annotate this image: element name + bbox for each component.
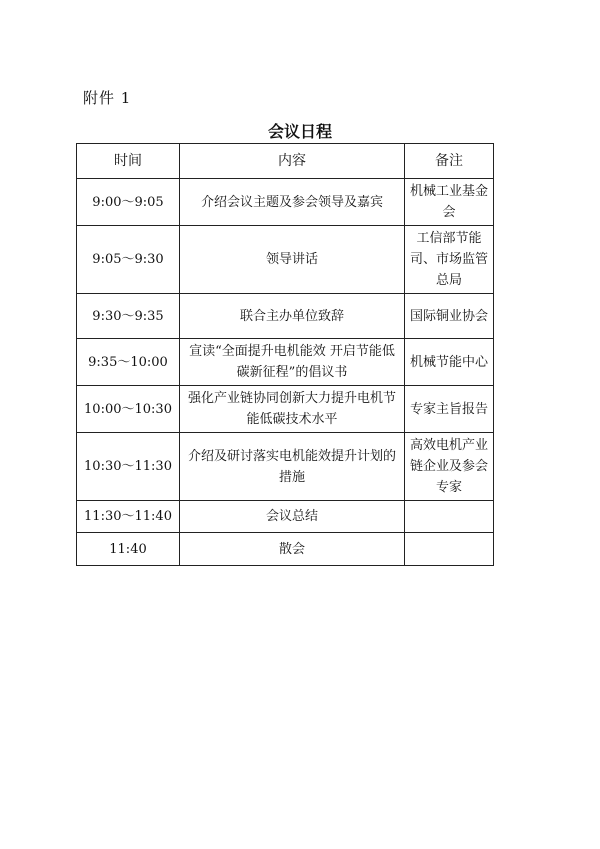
content-cell: 会议总结 (180, 501, 405, 533)
note-cell: 机械节能中心 (405, 339, 494, 386)
table-row (77, 339, 494, 386)
table-row (77, 501, 494, 533)
header-content: 内容 (180, 144, 405, 179)
time-cell: 9:35～10:00 (77, 339, 180, 386)
note-cell: 工信部节能司、市场监管总局 (405, 226, 494, 294)
time-cell: 10:30～11:30 (77, 433, 180, 501)
table-row (77, 386, 494, 433)
time-cell: 9:00～9:05 (77, 179, 180, 226)
content-cell: 领导讲话 (180, 226, 405, 294)
schedule-table (76, 143, 494, 566)
table-row (77, 226, 494, 294)
note-cell: 专家主旨报告 (405, 386, 494, 433)
content-cell: 强化产业链协同创新大力提升电机节能低碳技术水平 (180, 386, 405, 433)
header-time: 时间 (77, 144, 180, 179)
page-title: 会议日程 (267, 122, 332, 141)
content-cell: 介绍会议主题及参会领导及嘉宾 (180, 179, 405, 226)
table-row (77, 179, 494, 226)
content-cell: 散会 (180, 533, 405, 566)
content-cell: 宣读“全面提升电机能效 开启节能低碳新征程”的倡议书 (180, 339, 405, 386)
table-row (77, 533, 494, 566)
table-header-row (77, 144, 494, 179)
note-cell: 国际铜业协会 (405, 294, 494, 339)
attachment-label: 附件 1 (83, 89, 132, 107)
time-cell: 11:40 (77, 533, 180, 566)
note-cell: 机械工业基金会 (405, 179, 494, 226)
header-note: 备注 (405, 144, 494, 179)
content-cell: 介绍及研讨落实电机能效提升计划的措施 (180, 433, 405, 501)
table-row (77, 294, 494, 339)
time-cell: 9:05～9:30 (77, 226, 180, 294)
time-cell: 11:30～11:40 (77, 501, 180, 533)
note-cell: 高效电机产业链企业及参会专家 (405, 433, 494, 501)
note-cell (405, 533, 494, 566)
note-cell (405, 501, 494, 533)
time-cell: 10:00～10:30 (77, 386, 180, 433)
table-row (77, 433, 494, 501)
content-cell: 联合主办单位致辞 (180, 294, 405, 339)
time-cell: 9:30～9:35 (77, 294, 180, 339)
